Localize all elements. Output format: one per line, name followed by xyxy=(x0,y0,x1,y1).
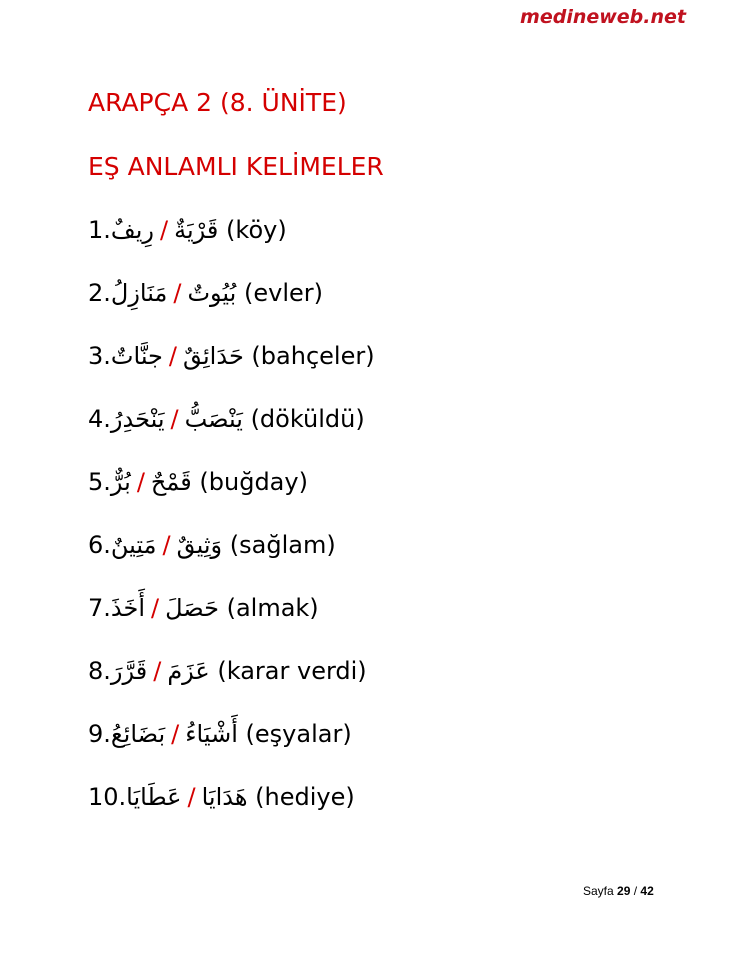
item-number: 7. xyxy=(88,594,111,622)
item-number: 4. xyxy=(88,405,111,433)
turkish-meaning: (evler) xyxy=(244,279,323,307)
item-number: 5. xyxy=(88,468,111,496)
turkish-meaning: (almak) xyxy=(226,594,319,622)
arabic-word-first: يَنْحَدِرُ xyxy=(110,405,165,433)
separator-slash: / xyxy=(160,216,169,244)
arabic-word-second: عَزَمَ xyxy=(167,657,210,685)
arabic-word-first: قَرَّرَ xyxy=(110,657,148,685)
arabic-word-first: بُرٌّ xyxy=(110,468,131,496)
turkish-meaning: (hediye) xyxy=(255,783,355,811)
item-number: 9. xyxy=(88,720,111,748)
turkish-meaning: (karar verdi) xyxy=(217,657,367,685)
arabic-word-first: بَضَائِعُ xyxy=(110,720,166,748)
arabic-word-second: هَدَايَا xyxy=(201,783,248,811)
turkish-meaning: (sağlam) xyxy=(229,531,336,559)
separator-slash: / xyxy=(168,342,177,370)
item-number: 10. xyxy=(88,783,127,811)
item-number: 8. xyxy=(88,657,111,685)
separator-slash: / xyxy=(153,657,162,685)
separator-slash: / xyxy=(171,720,180,748)
arabic-word-second: حَصَلَ xyxy=(165,594,219,622)
arabic-word-second: وَثِيقٌ xyxy=(176,531,223,559)
arabic-word-second: أَشْيَاءُ xyxy=(185,720,238,748)
page-footer xyxy=(583,884,654,898)
list-item xyxy=(88,464,375,527)
page-number: 29 xyxy=(617,884,631,898)
separator-slash: / xyxy=(170,405,179,433)
arabic-word-first: عَطَايَا xyxy=(126,783,182,811)
arabic-word-second: قَرْيَةٌ xyxy=(174,216,219,244)
site-watermark: medineweb.net xyxy=(520,6,686,28)
list-item xyxy=(88,275,375,338)
list-item xyxy=(88,590,375,653)
arabic-word-first: مَتِينٌ xyxy=(110,531,157,559)
separator-slash: / xyxy=(187,783,196,811)
item-number: 2. xyxy=(88,279,111,307)
arabic-word-second: حَدَائِقٌ xyxy=(182,342,244,370)
item-number: 6. xyxy=(88,531,111,559)
separator-slash: / xyxy=(136,468,145,496)
list-item xyxy=(88,653,375,716)
list-item xyxy=(88,212,375,275)
unit-title: ARAPÇA 2 (8. ÜNİTE) xyxy=(88,88,347,117)
list-item xyxy=(88,779,375,842)
list-item xyxy=(88,716,375,779)
turkish-meaning: (eşyalar) xyxy=(245,720,352,748)
topic-title: EŞ ANLAMLI KELİMELER xyxy=(88,152,384,181)
arabic-word-first: جنَّاتٌ xyxy=(110,342,163,370)
arabic-word-second: قَمْحٌ xyxy=(150,468,192,496)
synonym-list xyxy=(88,212,375,842)
arabic-word-second: بُيُوتٌ xyxy=(187,279,237,307)
separator-slash: / xyxy=(173,279,182,307)
item-number: 1. xyxy=(88,216,111,244)
arabic-word-first: رِيفٌ xyxy=(110,216,155,244)
item-number: 3. xyxy=(88,342,111,370)
turkish-meaning: (bahçeler) xyxy=(251,342,375,370)
page-label: Sayfa xyxy=(583,884,614,898)
page-total: 42 xyxy=(640,884,654,898)
list-item xyxy=(88,401,375,464)
separator-slash: / xyxy=(162,531,171,559)
separator-slash: / xyxy=(151,594,160,622)
turkish-meaning: (döküldü) xyxy=(250,405,365,433)
turkish-meaning: (buğday) xyxy=(199,468,308,496)
list-item xyxy=(88,338,375,401)
arabic-word-first: أَخَذَ xyxy=(110,594,146,622)
arabic-word-second: يَنْصَبُّ xyxy=(184,405,243,433)
arabic-word-first: مَنَازِلُ xyxy=(110,279,168,307)
page-slash: / xyxy=(633,884,638,898)
turkish-meaning: (köy) xyxy=(226,216,287,244)
list-item xyxy=(88,527,375,590)
